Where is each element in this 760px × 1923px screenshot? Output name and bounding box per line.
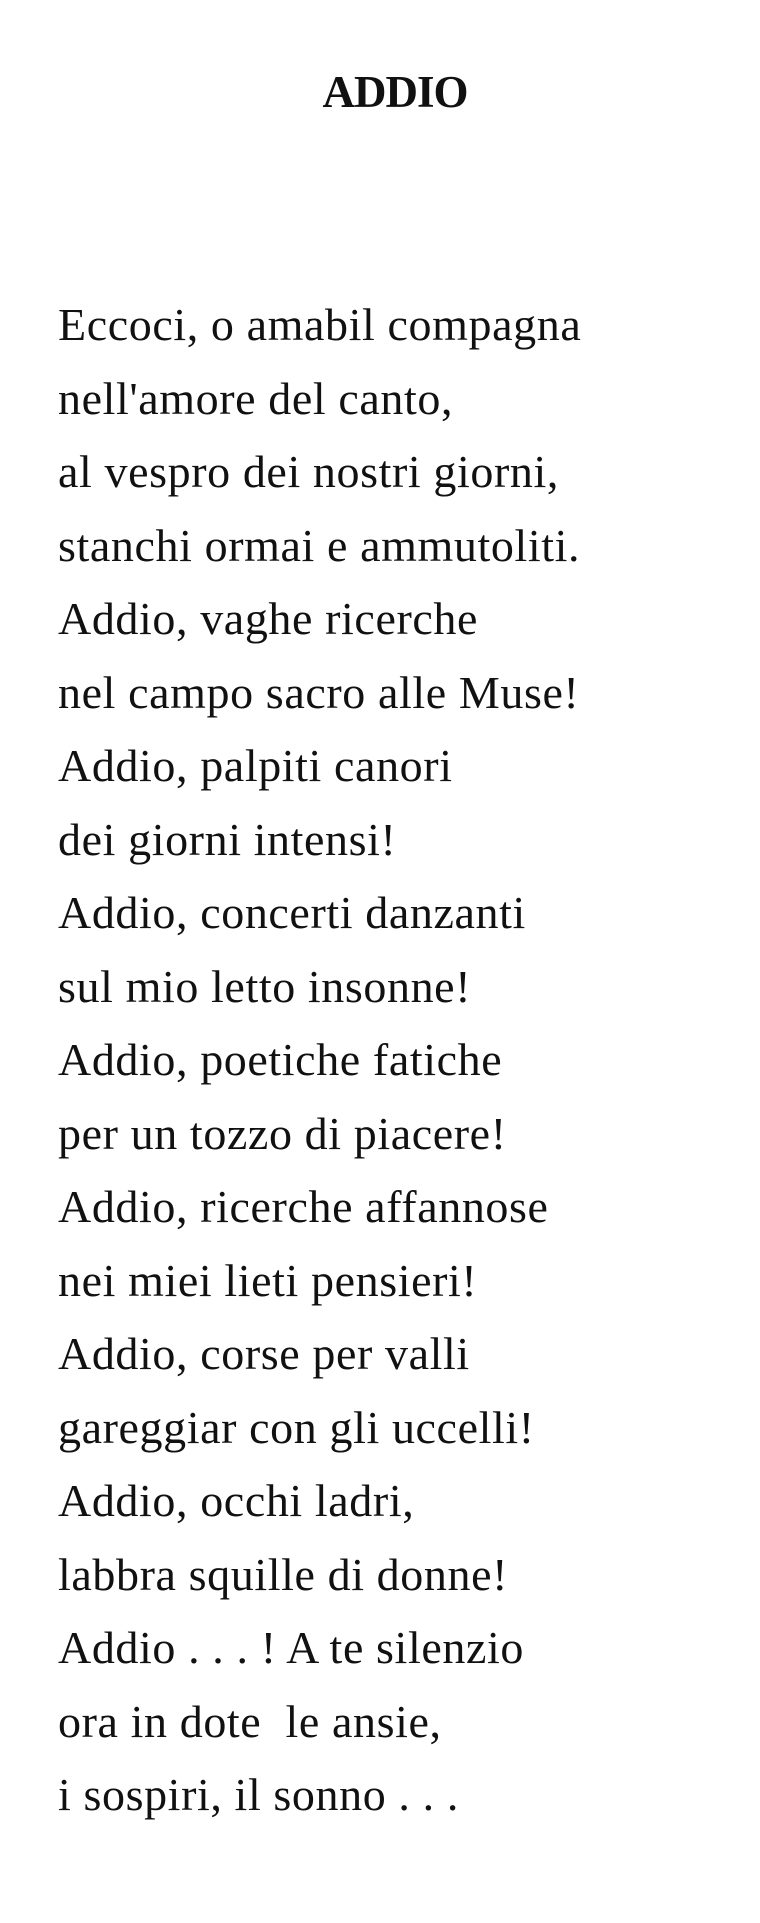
poem-line: Addio, poetiche fatiche <box>58 1034 503 1085</box>
poem-line: Addio, vaghe ricerche <box>58 593 479 644</box>
poem-body <box>58 288 748 1832</box>
poem-line: Addio, corse per valli <box>58 1328 470 1379</box>
poem-line: i sospiri, il sonno . . . <box>58 1769 459 1820</box>
poem-line: al vespro dei nostri giorni, <box>58 446 559 497</box>
poem-line: Addio . . . ! A te silenzio <box>58 1622 524 1673</box>
poem-line: gareggiar con gli uccelli! <box>58 1401 535 1453</box>
poem-line: Eccoci, o amabil compagna <box>58 299 582 350</box>
poem-title: ADDIO <box>322 67 468 117</box>
poem-line: sul mio letto insonne! <box>58 960 472 1012</box>
poem-line: Addio, concerti danzanti <box>58 887 526 938</box>
poem-line: Addio, ricerche affannose <box>58 1181 549 1232</box>
poem-line: Addio, occhi ladri, <box>58 1475 415 1526</box>
poem-line: Addio, palpiti canori <box>58 740 453 791</box>
poem-line: per un tozzo di piacere! <box>58 1107 507 1159</box>
poem-line: labbra squille di donne! <box>58 1548 509 1600</box>
poem-line: nell'amore del canto, <box>58 372 454 424</box>
poem-line: nel campo sacro alle Muse! <box>58 666 580 718</box>
poem-line: dei giorni intensi! <box>58 813 397 865</box>
poem-line: ora in dote le ansie, <box>58 1695 442 1747</box>
poem-line: stanchi ormai e ammutoliti. <box>58 519 581 571</box>
poem-line: nei miei lieti pensieri! <box>58 1254 478 1306</box>
